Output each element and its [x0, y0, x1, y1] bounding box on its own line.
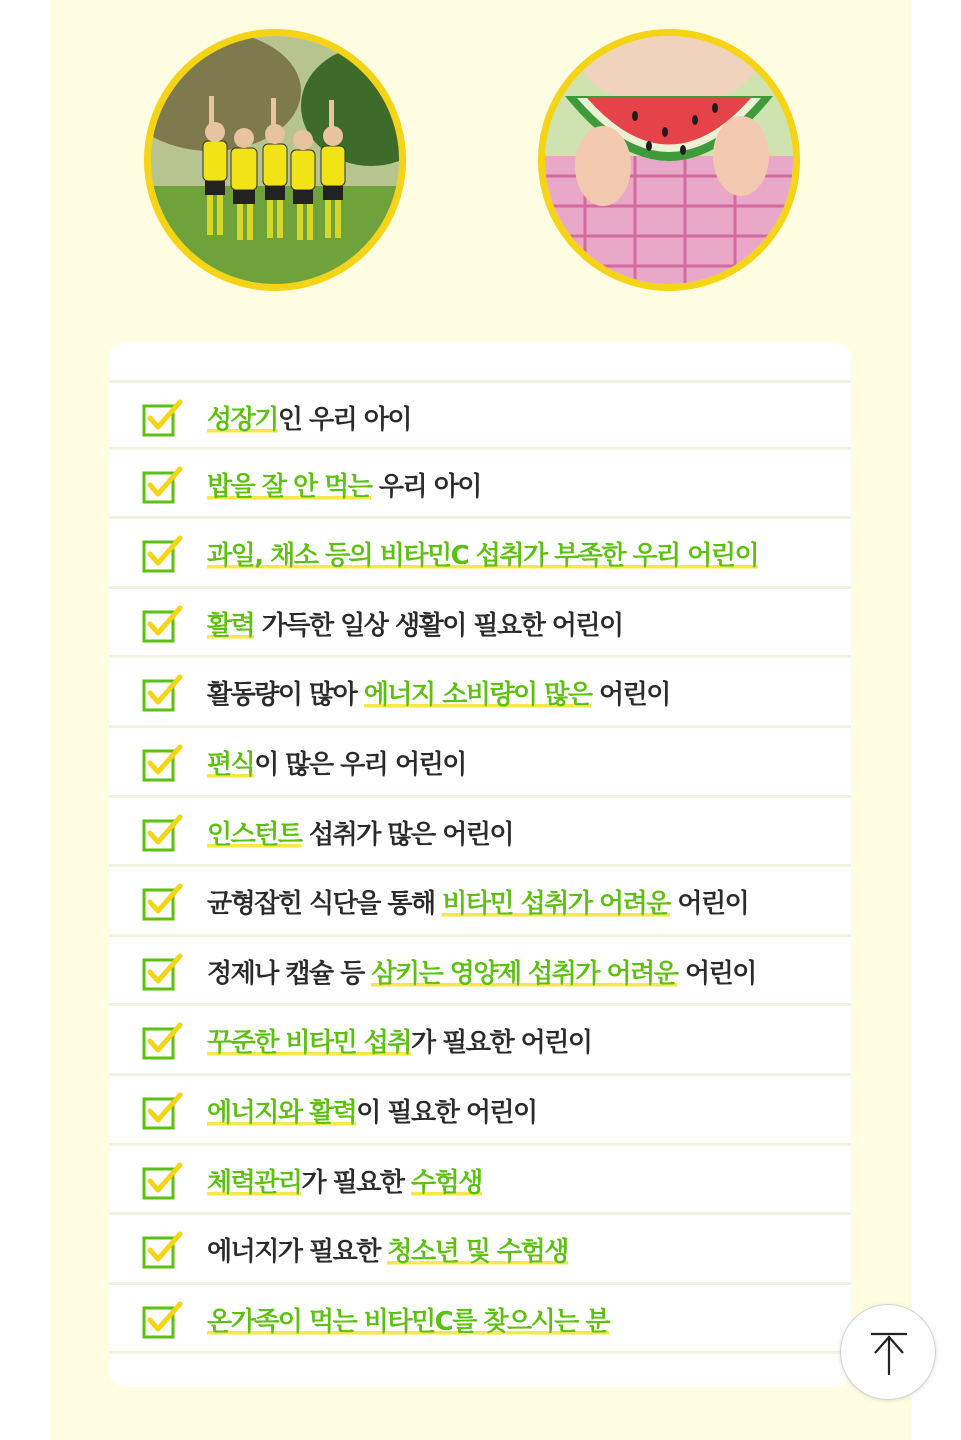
plain-text: 가 필요한 어린이: [411, 1028, 592, 1059]
checkbox-check-icon: [141, 673, 185, 713]
plain-text: 섭취가 많은 어린이: [301, 819, 514, 850]
plain-text: 어린이: [591, 680, 670, 711]
checkbox-check-icon: [141, 534, 185, 574]
checklist-item: [109, 867, 851, 937]
checklist-item: [109, 1285, 851, 1355]
highlighted-text: 에너지 소비량이 많은: [363, 680, 592, 711]
checklist-item: [109, 519, 851, 589]
plain-text: 어린이: [669, 889, 749, 920]
scroll-to-top-button[interactable]: [840, 1304, 936, 1400]
checklist-item-text: [207, 1231, 568, 1268]
highlighted-text: 에너지와 활력: [207, 1098, 357, 1128]
checklist-item-text: [207, 674, 670, 711]
checklist-item: [109, 380, 851, 450]
highlighted-text: 밥을 잘 안 먹는: [207, 471, 372, 502]
highlighted-text: 성장기: [207, 405, 278, 435]
checklist-item-text: [207, 883, 748, 920]
checklist-item: [109, 589, 851, 659]
checklist-item: [109, 1006, 851, 1076]
plain-text: 우리 아이: [371, 471, 481, 502]
checklist-item-text: [207, 1162, 482, 1199]
checkbox-check-icon: [141, 813, 185, 853]
checklist-item: [109, 1076, 851, 1146]
highlighted-text: 활력: [207, 610, 255, 641]
plain-text: 인 우리 아이: [277, 405, 412, 435]
plain-text: 이 필요한 어린이: [356, 1098, 537, 1128]
checklist-item-text: [207, 1022, 591, 1059]
highlighted-text: 삼키는 영양제 섭취가 어려운: [371, 958, 678, 989]
watermelon-child-photo: [538, 29, 800, 291]
checklist-item-text: [207, 466, 481, 503]
checklist-item: [109, 658, 851, 728]
checkbox-check-icon: [141, 1230, 185, 1270]
checkbox-check-icon: [141, 1161, 185, 1201]
highlighted-text: 온가족이 먹는 비타민C를 찾으시는 분: [207, 1306, 610, 1337]
plain-text: 에너지가 필요한: [207, 1237, 388, 1268]
checkbox-check-icon: [141, 465, 185, 505]
checklist-item-text: [207, 744, 466, 781]
checklist-item: [109, 1146, 851, 1216]
plain-text: 가득한 일상 생활이 필요한 어린이: [254, 610, 623, 641]
soccer-kids-photo: [144, 29, 406, 291]
plain-text: 정제나 캡슐 등: [207, 958, 372, 989]
checkbox-check-icon: [141, 1021, 185, 1061]
plain-text: 이 많은 우리 어린이: [254, 750, 466, 780]
highlighted-text: 꾸준한 비타민 섭취: [207, 1028, 412, 1059]
checklist-item-text: [207, 535, 758, 572]
checklist-item: [109, 1215, 851, 1285]
checklist-item: [109, 450, 851, 520]
checkbox-check-icon: [141, 1300, 185, 1340]
checklist-item-text: [207, 953, 756, 990]
highlighted-text: 편식: [207, 750, 255, 780]
checkbox-check-icon: [141, 398, 185, 438]
checkbox-check-icon: [141, 743, 185, 783]
highlighted-text: 비타민 섭취가 어려운: [442, 889, 670, 920]
checkbox-check-icon: [141, 1091, 185, 1131]
highlighted-text: 체력관리: [207, 1167, 302, 1198]
plain-text: 활동량이 많아: [207, 680, 364, 711]
arrow-up-to-top-icon: [841, 1305, 937, 1401]
highlighted-text: 인스턴트: [207, 819, 302, 850]
checklist-item-text: [207, 399, 411, 436]
checklist-item-text: [207, 1301, 609, 1338]
checklist-item: [109, 937, 851, 1007]
highlighted-text: 수험생: [411, 1167, 482, 1198]
checklist-item-text: [207, 814, 513, 851]
checkbox-check-icon: [141, 882, 185, 922]
checklist-item: [109, 798, 851, 868]
checkbox-check-icon: [141, 604, 185, 644]
highlighted-text: 과일, 채소 등의 비타민C 섭취가 부족한 우리 어린이: [207, 541, 759, 572]
checklist-item-text: [207, 605, 623, 642]
plain-text: 균형잡힌 식단을 통해: [207, 889, 443, 920]
highlighted-text: 청소년 및 수험생: [387, 1237, 568, 1268]
checklist: [109, 342, 851, 1387]
checklist-item: [109, 728, 851, 798]
plain-text: 가 필요한: [301, 1167, 412, 1198]
checkbox-check-icon: [141, 952, 185, 992]
checklist-item-text: [207, 1092, 537, 1129]
plain-text: 어린이: [677, 958, 756, 989]
